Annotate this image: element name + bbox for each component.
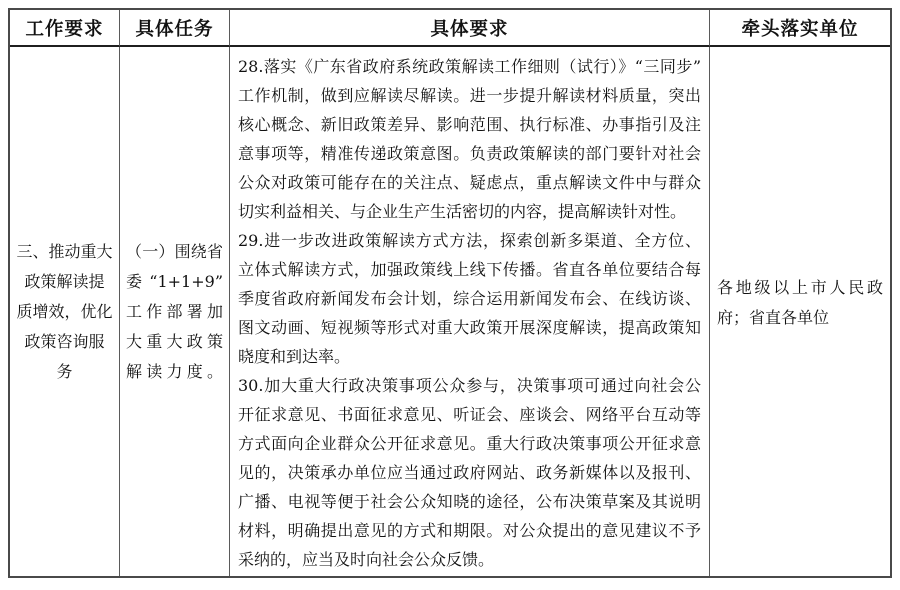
text-line: 晓度和到达率。: [238, 347, 351, 366]
text-line: （一）围绕省: [126, 241, 223, 261]
text-line: 府；省直各单位: [717, 307, 830, 327]
paragraph-28: [238, 52, 701, 226]
text-line: 大重大政策: [126, 331, 223, 351]
text-line: 意事项等，精准传递政策意图。负责政策解读的部门要针对社会: [238, 144, 701, 163]
text-line: 广播、电视等便于社会公众知晓的途径，公布决策草案及其说明: [238, 492, 701, 511]
text-line: 季度省政府新闻发布会计划，综合运用新闻发布会、在线访谈、: [238, 289, 701, 308]
text-line: 立体式解读方式，加强政策线上线下传播。省直各单位要结合每: [238, 260, 701, 279]
text-line: 解读力度。: [126, 361, 223, 381]
text-line: 图文动画、短视频等形式对重大政策开展深度解读，提高政策知: [238, 318, 701, 337]
text-line: 30.加大重大行政决策事项公众参与，决策事项可通过向社会公: [238, 376, 701, 395]
cell-specific-task: [120, 47, 230, 576]
header-lead-unit: 牵头落实单位: [710, 10, 890, 47]
text-line: 方式面向企业群众公开征求意见。重大行政决策事项公开征求意: [238, 434, 701, 453]
text-line: 公众对政策可能存在的关注点、疑虑点，重点解读文件中与群众: [238, 173, 701, 192]
text-line: 质增效，优化: [16, 301, 113, 321]
text-line: 委“1+1+9”: [126, 271, 223, 291]
header-work-requirement: 工作要求: [10, 10, 120, 47]
policy-table: [8, 8, 892, 578]
text-line: 见的，决策承办单位应当通过政府网站、政务新媒体以及报刊、: [238, 463, 701, 482]
text-line: 工作机制，做到应解读尽解读。进一步提升解读材料质量，突出: [238, 86, 701, 105]
header-specific-task: 具体任务: [120, 10, 230, 47]
text-line: 核心概念、新旧政策差异、影响范围、执行标准、办事指引及注: [238, 115, 701, 134]
text-line: 三、推动重大: [16, 241, 113, 261]
text-line: 工作部署加: [126, 301, 223, 321]
text-line: 各地级以上市人民政: [717, 277, 883, 297]
text-line: 29.进一步改进政策解读方式方法，探索创新多渠道、全方位、: [238, 231, 701, 250]
cell-specific-requirements: [230, 47, 710, 576]
text-line: 政策解读提: [24, 271, 105, 291]
work-requirement-text: [15, 237, 115, 387]
text-line: 材料，明确提出意见的方式和期限。对公众提出的意见建议不予: [238, 521, 701, 540]
cell-lead-unit: [710, 29, 890, 576]
paragraph-30: [238, 371, 701, 574]
text-line: 政策咨询服: [24, 331, 105, 351]
text-line: 采纳的，应当及时向社会公众反馈。: [238, 550, 495, 569]
specific-task-text: [126, 237, 223, 387]
cell-work-requirement: [10, 47, 120, 576]
text-line: 切实利益相关、与企业生产生活密切的内容，提高解读针对性。: [238, 202, 687, 221]
text-line: 开征求意见、书面征求意见、听证会、座谈会、网络平台互动等: [238, 405, 701, 424]
text-line: 务: [56, 361, 73, 381]
header-specific-requirements: 具体要求: [230, 10, 710, 47]
text-line: 28.落实《广东省政府系统政策解读工作细则（试行）》“三同步”: [238, 57, 701, 76]
paragraph-29: [238, 226, 701, 371]
